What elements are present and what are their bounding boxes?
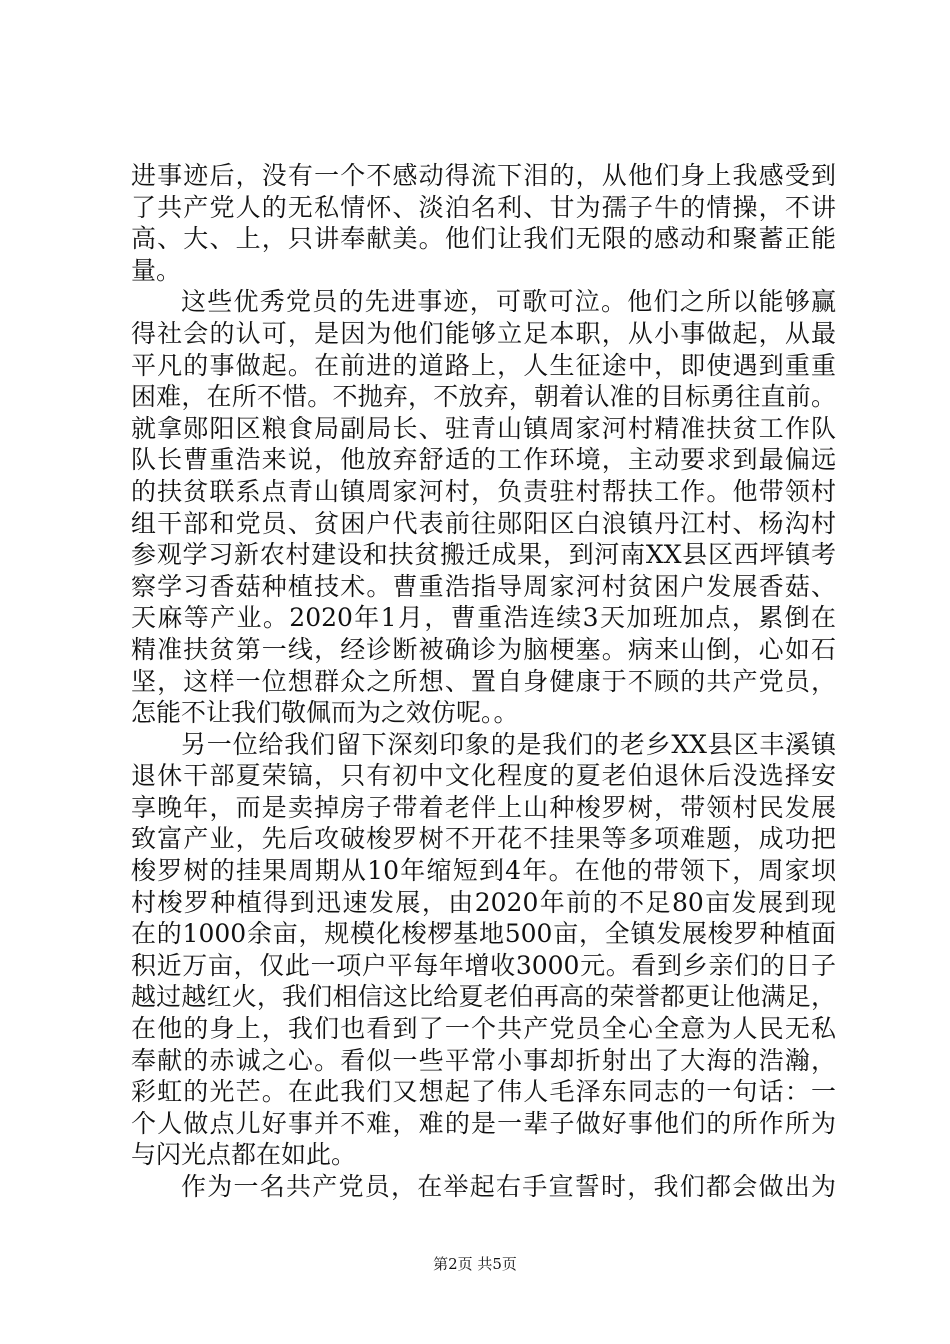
text-line: 退休干部夏荣镐，只有初中文化程度的夏老伯退休后没选择安 (131, 761, 836, 791)
text-line: 参观学习新农村建设和扶贫搬迁成果，到河南XX县区西坪镇考 (131, 540, 836, 570)
text-line: 积近万亩，仅此一项户平每年增收3000元。看到乡亲们的日子 (131, 950, 836, 980)
text-line: 作为一名共产党员，在举起右手宣誓时，我们都会做出为 (181, 1172, 836, 1201)
text-line: 精准扶贫第一线，经诊断被确诊为脑梗塞。病来山倒，心如石 (131, 634, 836, 664)
text-line: 的扶贫联系点青山镇周家河村，负责驻村帮扶工作。他带领村 (131, 476, 836, 506)
text-line: 量。 (131, 255, 182, 285)
text-line: 困难，在所不惜。不抛弃，不放弃，朝着认准的目标勇往直前。 (131, 382, 836, 412)
text-line: 致富产业，先后攻破梭罗树不开花不挂果等多项难题，成功把 (131, 824, 836, 854)
text-line: 坚，这样一位想群众之所想、置自身健康于不顾的共产党员， (131, 666, 836, 696)
body-text (131, 160, 836, 1203)
text-line: 了共产党人的无私情怀、淡泊名利、甘为孺子牛的情操，不讲 (131, 192, 836, 222)
text-line: 与闪光点都在如此。 (131, 1140, 357, 1170)
text-line: 奉献的赤诚之心。看似一些平常小事却折射出了大海的浩瀚， (131, 1045, 836, 1075)
text-line: 越过越红火，我们相信这比给夏老伯再高的荣誉都更让他满足， (131, 982, 836, 1012)
text-line: 队长曹重浩来说，他放弃舒适的工作环境，主动要求到最偏远 (131, 445, 836, 475)
text-line: 个人做点儿好事并不难，难的是一辈子做好事他们的所作所为 (131, 1108, 836, 1138)
text-line: 在的1000余亩，规模化梭椤基地500亩，全镇发展梭罗种植面 (131, 919, 836, 949)
page-footer: 第2页 共5页 (433, 1255, 517, 1273)
text-line: 梭罗树的挂果周期从10年缩短到4年。在他的带领下，周家坝 (131, 856, 836, 886)
text-line: 这些优秀党员的先进事迹，可歌可泣。他们之所以能够赢 (181, 287, 836, 317)
text-line: 天麻等产业。2020年1月，曹重浩连续3天加班加点，累倒在 (131, 603, 836, 633)
text-line: 得社会的认可，是因为他们能够立足本职，从小事做起，从最 (131, 318, 836, 348)
text-line: 享晚年，而是卖掉房子带着老伴上山种梭罗树，带领村民发展 (131, 792, 836, 822)
text-line: 平凡的事做起。在前进的道路上，人生征途中，即使遇到重重 (131, 350, 836, 380)
text-line: 察学习香菇种植技术。曹重浩指导周家河村贫困户发展香菇、 (131, 571, 836, 601)
text-line: 怎能不让我们敬佩而为之效仿呢。。 (131, 698, 519, 728)
text-line: 村梭罗种植得到迅速发展，由2020年前的不足80亩发展到现 (131, 887, 836, 917)
text-line: 另一位给我们留下深刻印象的是我们的老乡XX县区丰溪镇 (181, 729, 836, 759)
text-line: 就拿郧阳区粮食局副局长、驻青山镇周家河村精准扶贫工作队 (131, 413, 836, 443)
text-line: 组干部和党员、贫困户代表前往郧阳区白浪镇丹江村、杨沟村 (131, 508, 836, 538)
text-line: 在他的身上，我们也看到了一个共产党员全心全意为人民无私 (131, 1014, 836, 1044)
text-line: 彩虹的光芒。在此我们又想起了伟人毛泽东同志的一句话：一 (131, 1077, 836, 1107)
text-line: 高、大、上，只讲奉献美。他们让我们无限的感动和聚蓄正能 (131, 224, 836, 254)
text-line: 进事迹后，没有一个不感动得流下泪的，从他们身上我感受到 (131, 161, 836, 190)
